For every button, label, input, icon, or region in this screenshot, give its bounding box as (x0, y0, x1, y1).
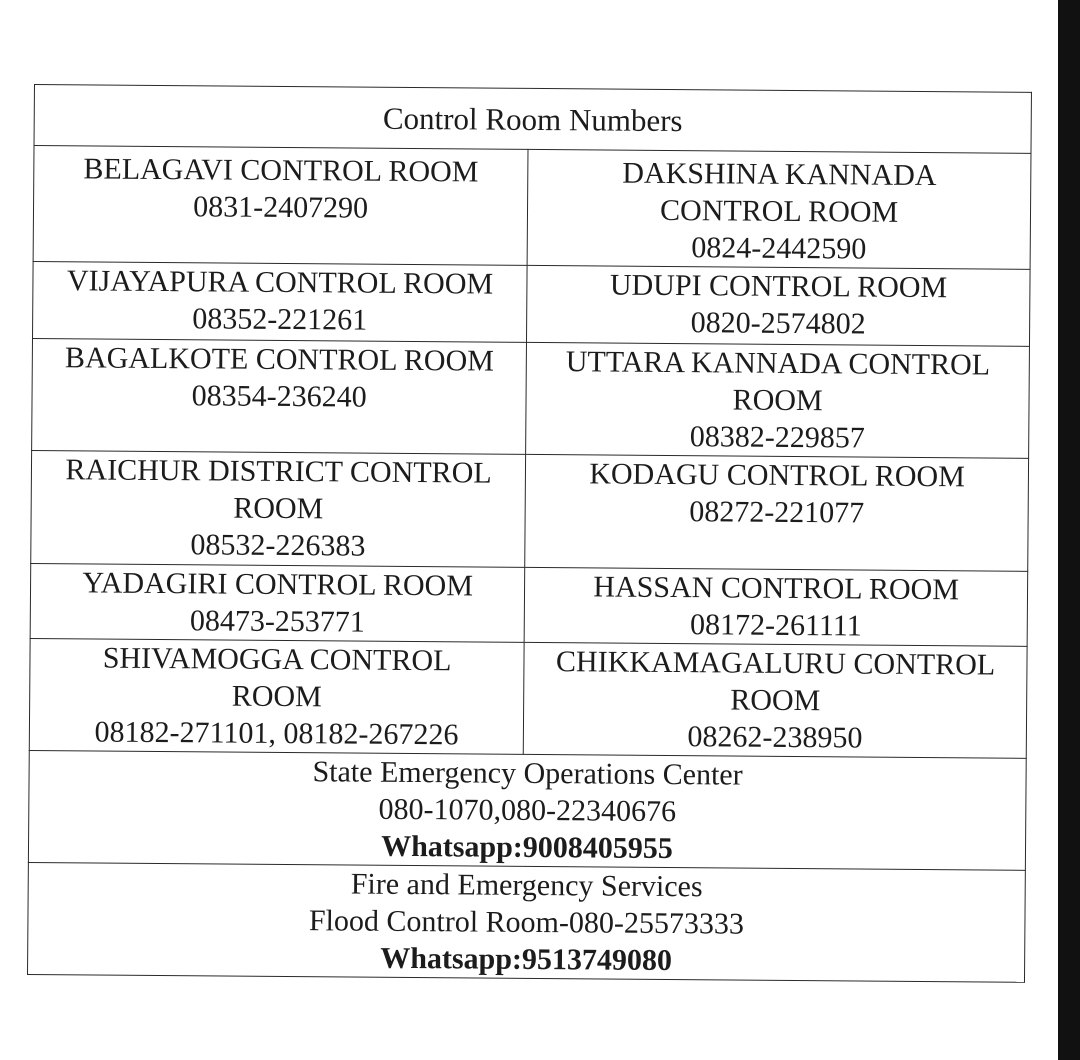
shivamogga-cell (29, 638, 524, 754)
vijayapura-name: VIJAYAPURA CONTROL ROOM (66, 264, 494, 301)
state-eoc-name: State Emergency Operations Center (312, 755, 743, 792)
title-row (34, 85, 1031, 154)
belagavi-phone: 0831-2407290 (193, 190, 369, 225)
udupi-phone: 0820-2574802 (690, 306, 866, 341)
raichur-name-line2: ROOM (233, 491, 324, 526)
table-row (33, 261, 1031, 346)
yadagiri-name: YADAGIRI CONTROL ROOM (82, 566, 474, 603)
table-row (32, 338, 1030, 458)
chikkamagaluru-name-line2: ROOM (730, 683, 821, 718)
fire-services-whatsapp: Whatsapp:9513749080 (380, 941, 673, 978)
uttara-kannada-phone: 08382-229857 (689, 420, 865, 455)
raichur-phone: 08532-226383 (190, 528, 366, 563)
shivamogga-phone: 08182-271101, 08182-267226 (94, 715, 459, 752)
kodagu-name: KODAGU CONTROL ROOM (589, 457, 965, 494)
chikkamagaluru-cell (523, 642, 1027, 758)
udupi-cell (527, 265, 1030, 346)
belagavi-cell (33, 146, 528, 266)
table-row (31, 450, 1029, 571)
table-row (28, 862, 1026, 982)
flood-control-line: Flood Control Room-080-25573333 (308, 904, 745, 941)
belagavi-name: BELAGAVI CONTROL ROOM (83, 152, 479, 189)
chikkamagaluru-name-line1: CHIKKAMAGALURU CONTROL (555, 645, 996, 682)
uttara-kannada-name-line2: ROOM (732, 383, 823, 418)
bagalkote-phone: 08354-236240 (191, 379, 367, 414)
state-eoc-whatsapp: Whatsapp:9008405955 (381, 829, 674, 866)
screen-edge (1058, 0, 1080, 1060)
raichur-cell (31, 450, 526, 567)
uttara-kannada-name-line1: UTTARA KANNADA CONTROL (565, 345, 991, 382)
yadagiri-phone: 08473-253771 (189, 604, 366, 639)
hassan-cell (524, 567, 1027, 646)
table-row (28, 750, 1026, 870)
vijayapura-cell (33, 261, 528, 342)
hassan-phone: 08172-261111 (689, 608, 862, 643)
table-row (33, 146, 1031, 270)
fire-services-cell (28, 862, 1026, 982)
table-title: Control Room Numbers (34, 85, 1031, 154)
state-eoc-phones: 080-1070,080-22340676 (378, 792, 677, 829)
bagalkote-cell (32, 338, 527, 454)
table-row (29, 638, 1027, 758)
chikkamagaluru-phone: 08262-238950 (687, 720, 863, 755)
control-room-table (27, 84, 1032, 983)
dakshina-kannada-phone: 0824-2442590 (691, 231, 867, 266)
bagalkote-name: BAGALKOTE CONTROL ROOM (64, 341, 495, 378)
vijayapura-phone: 08352-221261 (192, 302, 368, 337)
kodagu-phone: 08272-221077 (689, 495, 865, 530)
dakshina-kannada-cell (527, 149, 1031, 269)
raichur-name-line1: RAICHUR DISTRICT CONTROL (65, 453, 492, 490)
hassan-name: HASSAN CONTROL ROOM (593, 570, 960, 607)
table-row (30, 563, 1028, 646)
yadagiri-cell (30, 563, 525, 642)
kodagu-cell (525, 454, 1029, 571)
shivamogga-name-line1: SHIVAMOGGA CONTROL (102, 641, 452, 678)
state-eoc-cell (28, 750, 1026, 870)
fire-services-name: Fire and Emergency Services (350, 867, 703, 904)
udupi-name: UDUPI CONTROL ROOM (609, 268, 948, 305)
shivamogga-name-line2: ROOM (231, 679, 322, 714)
uttara-kannada-cell (526, 342, 1030, 458)
dakshina-kannada-name-line1: DAKSHINA KANNADA (622, 156, 937, 193)
dakshina-kannada-name-line2: CONTROL ROOM (659, 193, 899, 229)
